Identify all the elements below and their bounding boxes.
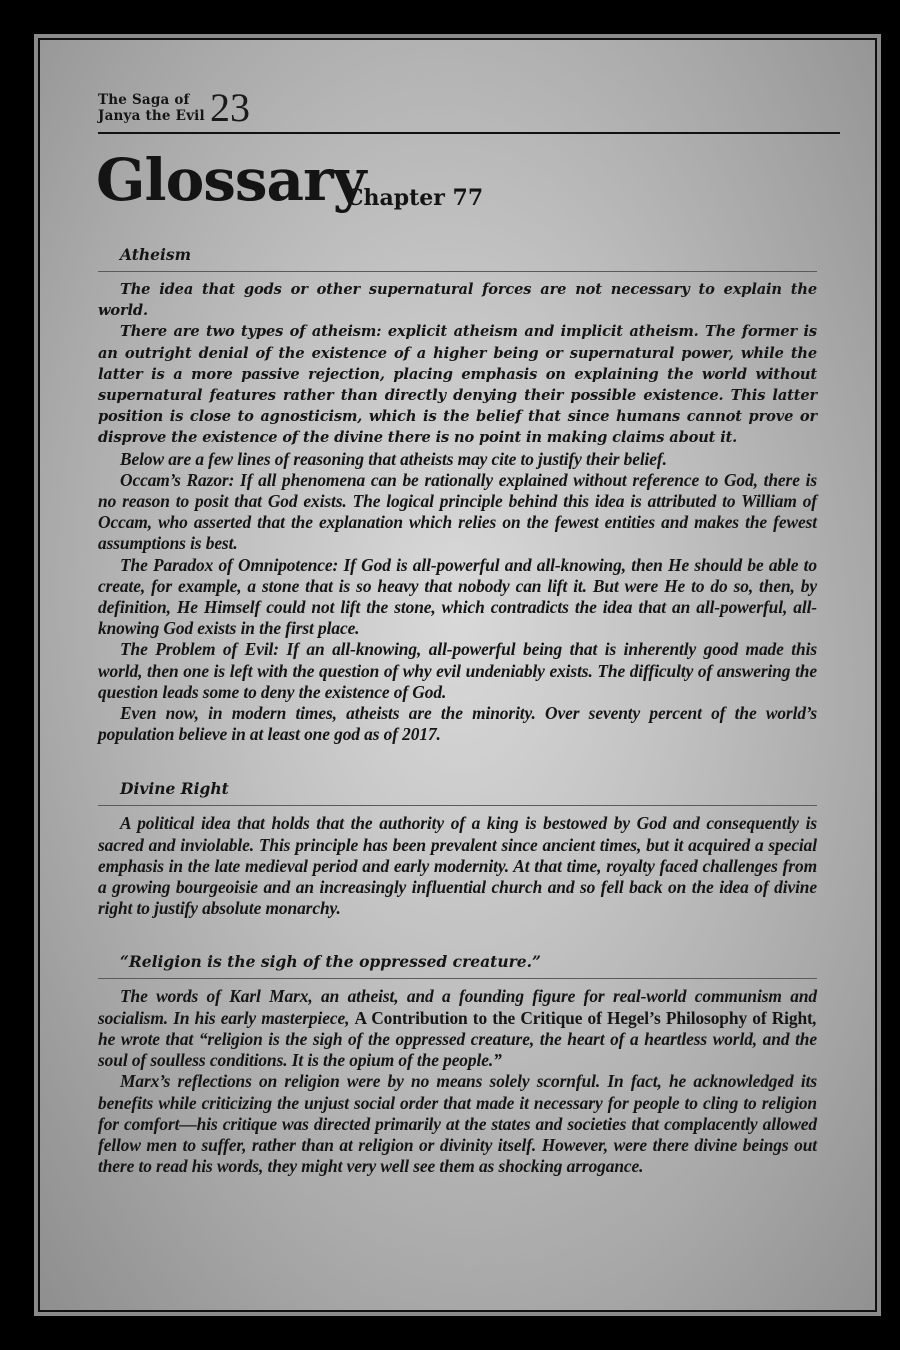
book-page [34, 34, 881, 1316]
entry-term: Divine Right [98, 778, 817, 806]
entry-paragraph: Even now, in modern times, atheists are the minority. Over seventy percent of the world’s population believe in at least one god as of 2017. [98, 703, 817, 745]
book-title: A Contribution to the Critique of Hegel’s Philosophy of Right [354, 1007, 813, 1028]
entry-paragraph: The Paradox of Omnipotence: If God is all-powerful and all-knowing, then He should be able to create, for example, a stone that is so heavy that nobody can lift it. But were He to do so, then, by definition, He Himself could not lift the stone, which contradicts the idea that an all-powerful, all-knowing God exists in the first place. [98, 554, 817, 639]
page-title: Glossary [96, 146, 366, 214]
paragraph-text: , he wrote that “religion is the sigh of the oppressed creature, the heart of a heartless world, and the soul of soulless conditions. It is the opium of the people.” [98, 1007, 817, 1071]
entry-paragraph [98, 986, 817, 1071]
entry-paragraph: Below are a few lines of reasoning that atheists may cite to justify their belief. [120, 448, 667, 469]
entry-paragraph: Occam’s Razor: If all phenomena can be rationally explained without reference to God, there is no reason to posit that God exists. The logical principle behind this idea is attributed to William of Occam, who asserted that the explanation which relies on the fewest entities and makes the fewest assumptions is best. [98, 469, 817, 554]
series-title [98, 92, 205, 124]
paper-background [38, 38, 877, 1312]
series-title-line1: The Saga of [98, 92, 190, 108]
entry-paragraph: A political idea that holds that the authority of a king is bestowed by God and consequently is sacred and inviolable. This principle has been prevalent since ancient times, but it acquired a special emphasis in the late medieval period and early modernity. At that time, royalty faced challenges from a growing bourgeoisie and an increasingly influential church and so fell back on the idea of divine right to justify absolute monarchy. [98, 813, 817, 919]
paragraph-text: The words of Karl Marx, an atheist, and a founding figure for real-world communism and socialism. In his early masterpiece, [98, 986, 817, 1028]
glossary-entry-religion-quote [98, 951, 817, 1177]
entry-spacer [98, 919, 817, 951]
glossary-content [98, 244, 817, 1177]
entry-paragraph: There are two types of atheism: explicit atheism and implicit atheism. The former is an outright denial of the existence of a higher being or supernatural power, while the latter is a more passive rejection, placing emphasis on explaining the world without supernatural features rather than directly denying their possible existence. This latter position is close to agnosticism, which is the belief that since humans cannot prove or disprove the existence of the divine there is no point in making claims about it. [98, 323, 817, 447]
entry-paragraph: The idea that gods or other supernatural forces are not necessary to explain the world. [98, 281, 817, 320]
header-divider [98, 132, 840, 134]
volume-number: 23 [210, 85, 250, 130]
entry-spacer [98, 745, 817, 778]
series-title-line2: Janya the Evil [98, 108, 205, 124]
chapter-label: Chapter 77 [346, 185, 484, 211]
entry-paragraph: Marx’s reflections on religion were by no means solely scornful. In fact, he acknowledged its benefits while criticizing the unjust social order that made it necessary for people to cling to religion for comfort—his critique was directed primarily at the states and societies that complacently allowed fellow men to suffer, rather than at religion or divinity itself. However, were there divine beings out there to read his words, they might very well see them as shocking arrogance. [98, 1071, 817, 1177]
entry-term: “Religion is the sigh of the oppressed creature.” [98, 951, 817, 979]
entry-paragraph: The Problem of Evil: If an all-knowing, all-powerful being that is inherently good made this world, then one is left with the question of why evil undeniably exists. The difficulty of answering the question leads some to deny the existence of God. [98, 639, 817, 702]
glossary-entry-divine-right [98, 778, 817, 919]
glossary-entry-atheism [98, 244, 817, 745]
entry-term: Atheism [98, 244, 817, 272]
